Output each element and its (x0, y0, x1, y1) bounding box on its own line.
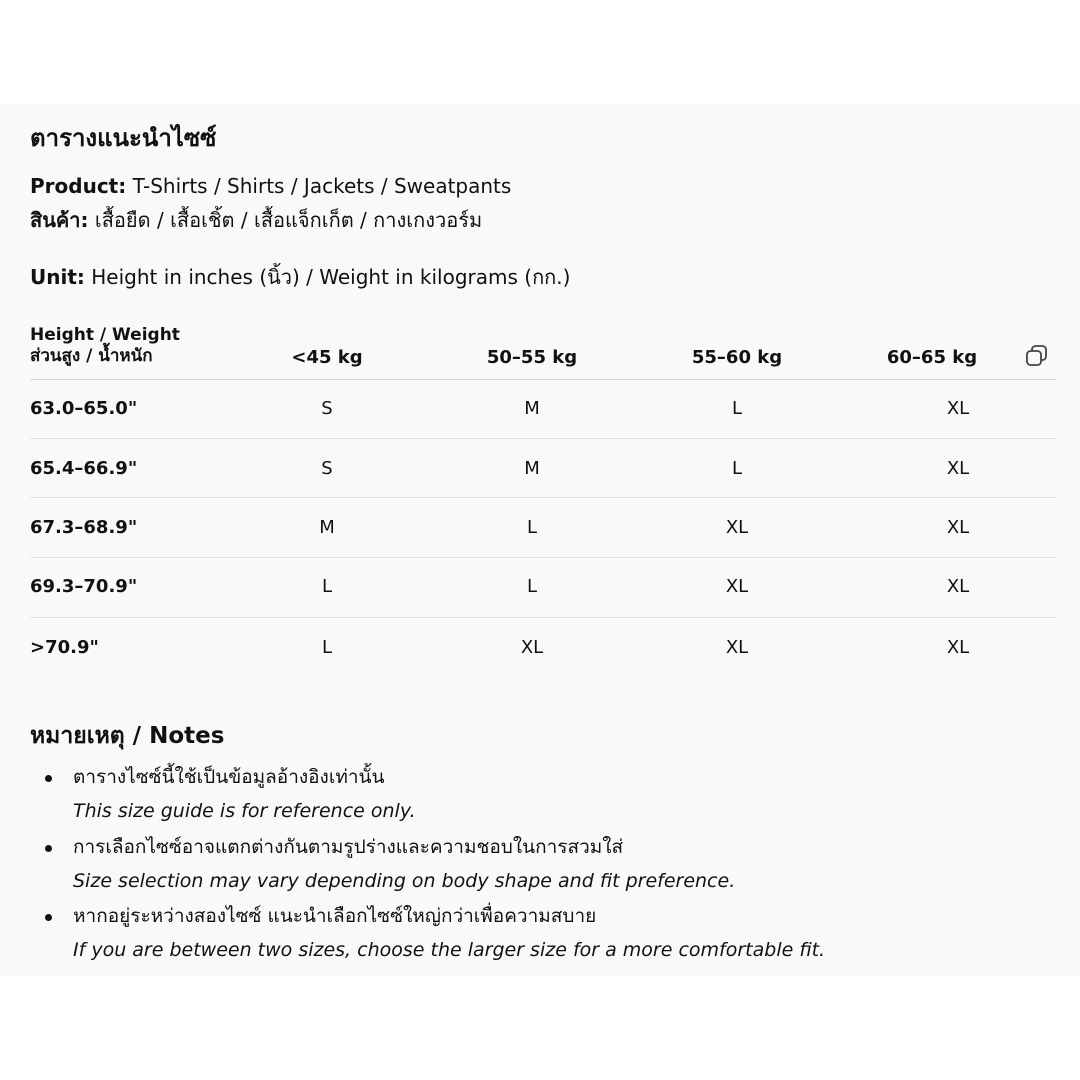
product-label-th: สินค้า: (30, 208, 89, 232)
copy-icon (1024, 343, 1050, 369)
row-height-label: 67.3–68.9" (30, 517, 138, 538)
copy-table-button[interactable] (1024, 343, 1050, 369)
size-cell: L (321, 637, 333, 658)
size-cell: XL (946, 637, 970, 658)
corner-header-en: Height / Weight (30, 325, 180, 345)
product-line-th (30, 205, 482, 235)
bullet-icon (45, 914, 52, 921)
row-divider (30, 438, 1056, 439)
size-cell: XL (946, 398, 970, 419)
bullet-icon (45, 845, 52, 852)
note-text-en: This size guide is for reference only. (73, 800, 416, 822)
size-cell: M (319, 517, 335, 538)
page-title: ตารางแนะนำไซซ์ (30, 124, 217, 152)
unit-label: Unit: (30, 265, 85, 289)
table-corner-header (30, 325, 180, 367)
column-header: <45 kg (291, 347, 363, 368)
size-cell: XL (520, 637, 544, 658)
unit-value: Height in inches (นิ้ว) / Weight in kilograms (กก.) (91, 265, 571, 289)
size-cell: L (526, 517, 538, 538)
note-text-th: หากอยู่ระหว่างสองไซซ์ แนะนำเลือกไซซ์ใหญ่กว่าเพื่อความสบาย (73, 905, 597, 927)
size-cell: XL (725, 576, 749, 597)
row-height-label: 65.4–66.9" (30, 458, 138, 479)
size-cell: XL (946, 517, 970, 538)
size-cell: S (321, 458, 333, 479)
product-label: Product: (30, 174, 127, 198)
notes-title: หมายเหตุ / Notes (30, 723, 225, 749)
size-cell: L (321, 576, 333, 597)
row-divider (30, 617, 1056, 618)
size-cell: XL (946, 458, 970, 479)
row-height-label: 63.0–65.0" (30, 398, 138, 419)
table-header-divider (30, 379, 1056, 380)
size-cell: M (524, 458, 540, 479)
column-header: 50–55 kg (486, 347, 578, 368)
corner-header-th: ส่วนสูง / น้ำหนัก (30, 346, 153, 366)
size-cell: L (731, 398, 743, 419)
note-text-th: ตารางไซซ์นี้ใช้เป็นข้อมูลอ้างอิงเท่านั้น (73, 766, 385, 788)
size-cell: M (524, 398, 540, 419)
note-text-en: If you are between two sizes, choose the larger size for a more comfortable fit. (73, 939, 826, 961)
size-cell: XL (725, 517, 749, 538)
size-cell: XL (946, 576, 970, 597)
product-value-th: เสื้อยืด / เสื้อเชิ้ต / เสื้อแจ็กเก็ต / กางเกงวอร์ม (94, 208, 483, 232)
product-line (30, 171, 511, 201)
note-text-th: การเลือกไซซ์อาจแตกต่างกันตามรูปร่างและความชอบในการสวมใส่ (73, 836, 624, 858)
product-value: T-Shirts / Shirts / Jackets / Sweatpants (132, 174, 512, 198)
size-cell: S (321, 398, 333, 419)
row-divider (30, 557, 1056, 558)
unit-line (30, 262, 570, 292)
bullet-icon (45, 775, 52, 782)
row-height-label: >70.9" (30, 637, 99, 658)
note-text-en: Size selection may vary depending on body shape and fit preference. (73, 870, 736, 892)
column-header: 55–60 kg (691, 347, 783, 368)
size-cell: L (731, 458, 743, 479)
row-divider (30, 497, 1056, 498)
size-cell: L (526, 576, 538, 597)
row-height-label: 69.3–70.9" (30, 576, 138, 597)
size-cell: XL (725, 637, 749, 658)
column-header: 60–65 kg (886, 347, 978, 368)
